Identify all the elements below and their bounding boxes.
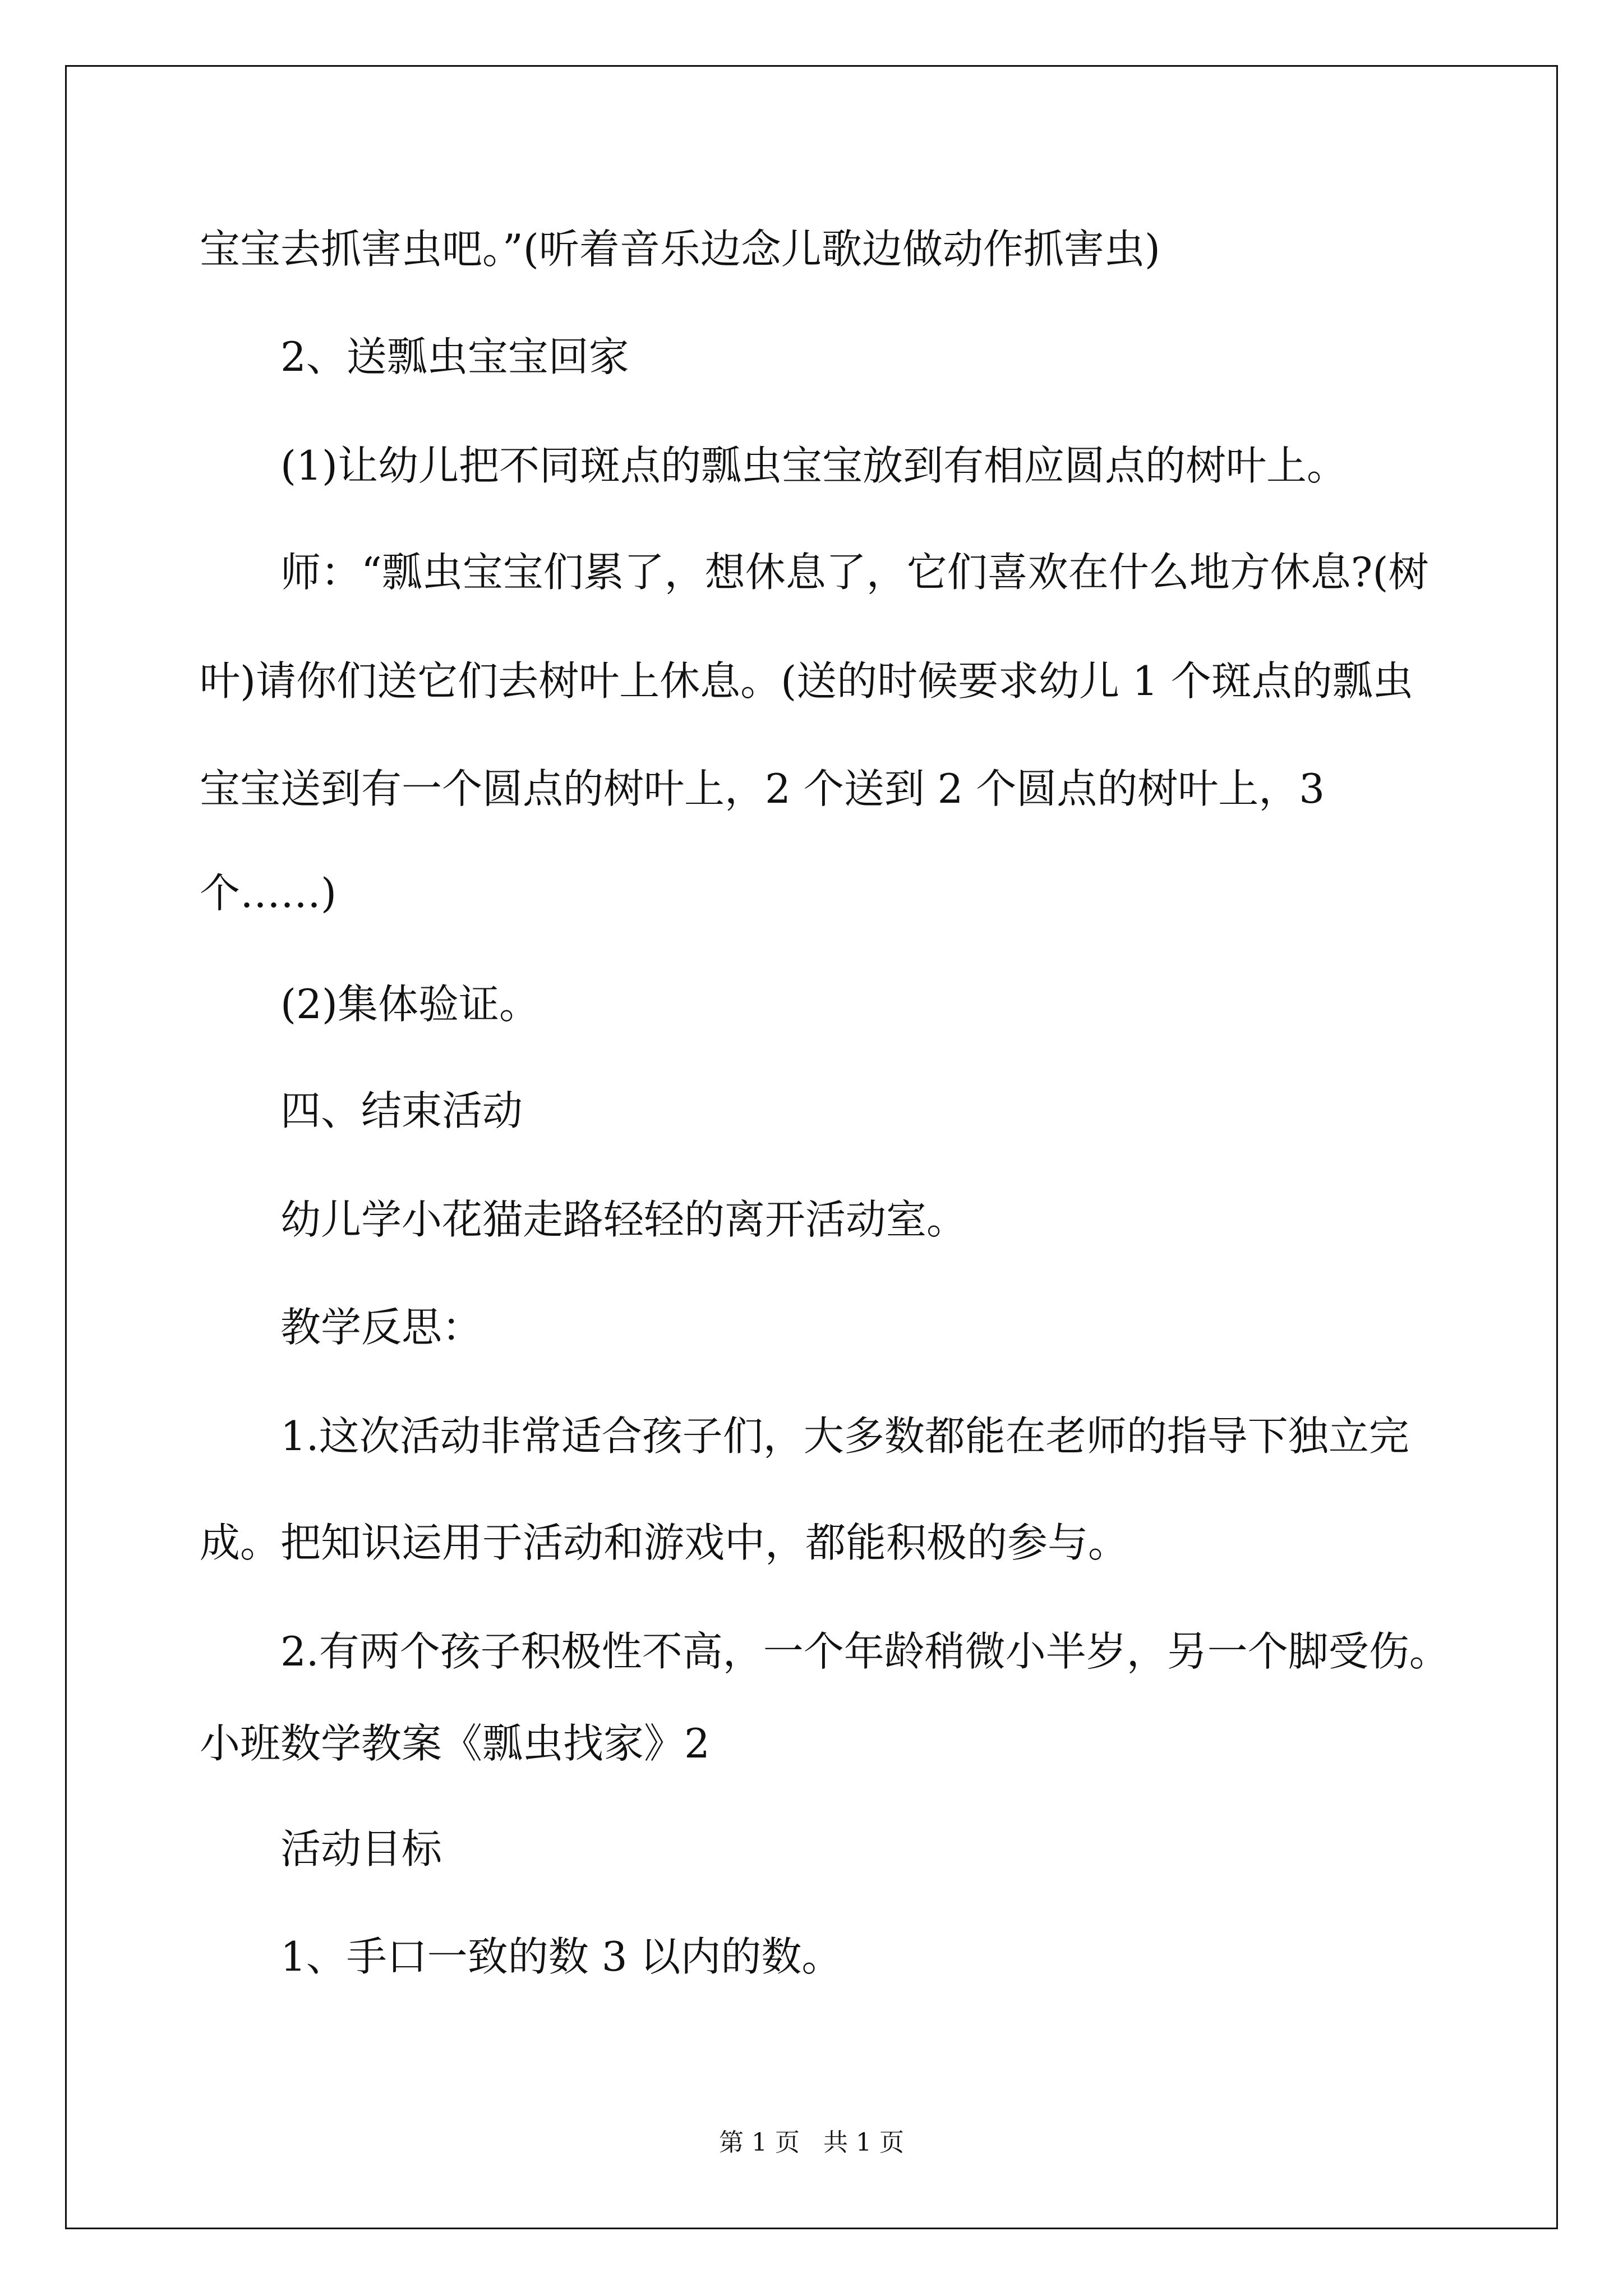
text-line: 宝宝去抓害虫吧。”(听着音乐边念儿歌边做动作抓害虫) [200,226,1160,273]
text-line: 活动目标 [280,1825,442,1872]
text-line: 1.这次活动非常适合孩子们，大多数都能在老师的指导下独立完 [280,1412,1409,1460]
text-line: (1)让幼儿把不同斑点的瓢虫宝宝放到有相应圆点的树叶上。 [280,442,1347,489]
text-line: 个……) [200,869,337,917]
page-total: 共 1 页 [823,2128,904,2157]
text-line: 幼儿学小花猫走路轻轻的离开活动室。 [280,1196,967,1243]
page-border [65,65,1558,2229]
text-line: 叶)请你们送它们去树叶上休息。(送的时候要求幼儿 1 个斑点的瓢虫 [200,657,1413,705]
page-footer [0,2129,1623,2156]
text-line: 成。把知识运用于活动和游戏中，都能积极的参与。 [200,1519,1129,1566]
text-line: 教学反思： [280,1304,483,1351]
text-line: 师：“瓢虫宝宝们累了，想休息了，它们喜欢在什么地方休息?(树 [280,549,1429,596]
page-number: 第 1 页 [719,2128,800,2157]
text-line: 宝宝送到有一个圆点的树叶上，2 个送到 2 个圆点的树叶上，3 [200,765,1325,812]
text-line: 2、送瓢虫宝宝回家 [280,333,629,380]
text-line: 四、结束活动 [280,1087,523,1134]
text-line: 2.有两个孩子积极性不高，一个年龄稍微小半岁，另一个脚受伤。 [280,1628,1450,1675]
text-line: 1、手口一致的数 3 以内的数。 [280,1933,842,1980]
section-title: 小班数学教案《瓢虫找家》2 [200,1720,710,1767]
text-line: (2)集体验证。 [280,981,540,1028]
